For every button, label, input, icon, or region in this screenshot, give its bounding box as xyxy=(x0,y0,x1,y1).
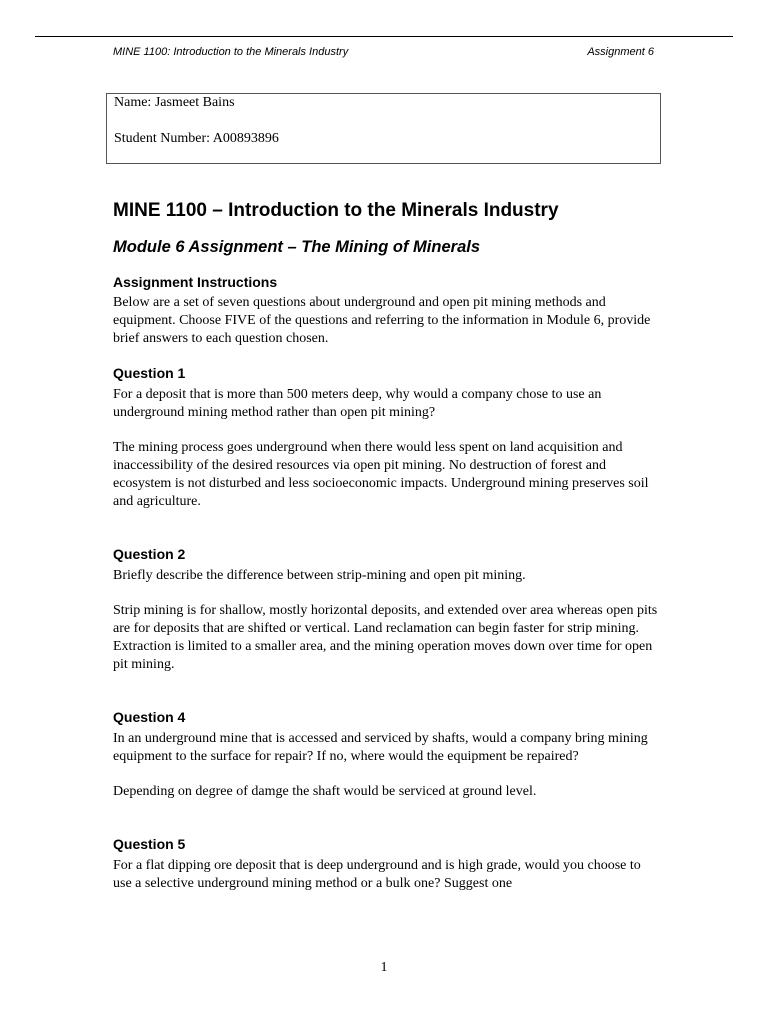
header-course-title: MINE 1100: Introduction to the Minerals Industry xyxy=(113,46,349,58)
question-1-heading: Question 1 xyxy=(113,365,186,381)
question-2-heading: Question 2 xyxy=(113,546,186,562)
question-2-text: Briefly describe the difference between strip-mining and open pit mining. xyxy=(113,568,526,583)
document-subtitle: Module 6 Assignment – The Mining of Minerals xyxy=(113,238,481,256)
document-body xyxy=(113,200,658,893)
question-1-text: For a deposit that is more than 500 meters deep, why would a company chose to use an underground mining method rather than open pit mining? xyxy=(113,387,602,420)
header-assignment: Assignment 6 xyxy=(587,46,654,58)
instructions-heading: Assignment Instructions xyxy=(113,274,278,290)
instructions-text: Below are a set of seven questions about underground and open pit mining methods and equipment. Choose FIVE of the questions and referring to the information in Module 6, provide brief answers to each question chosen. xyxy=(113,295,651,346)
question-4-heading: Question 4 xyxy=(113,709,186,725)
question-4-text: In an underground mine that is accessed and serviced by shafts, would a company bring mining equipment to the surface for repair? If no, where would the equipment be repaired? xyxy=(113,731,648,764)
document-title: MINE 1100 – Introduction to the Minerals Industry xyxy=(113,200,559,221)
student-number: Student Number: A00893896 xyxy=(114,131,279,146)
question-1-answer: The mining process goes underground when there would less spent on land acquisition and inaccessibility of the desired resources via open pit mining. No destruction of forest and ecosystem is not disturbed and less socioeconomic impacts. Underground mining preserves soil and agriculture. xyxy=(113,440,649,509)
student-info-box xyxy=(106,93,661,164)
question-2-answer: Strip mining is for shallow, mostly horizontal deposits, and extended over area whereas open pits are for deposits that are shifted or vertical. Land reclamation can begin faster for strip mining. Extraction is limited to a smaller area, and the mining operation moves down over time for open pit mining. xyxy=(113,603,658,672)
question-5-heading: Question 5 xyxy=(113,836,186,852)
header-rule xyxy=(35,36,733,37)
student-name: Name: Jasmeet Bains xyxy=(114,95,235,110)
question-4-answer: Depending on degree of damge the shaft would be serviced at ground level. xyxy=(113,784,537,799)
page-number: 1 xyxy=(380,960,388,975)
question-5-text: For a flat dipping ore deposit that is deep underground and is high grade, would you choose to use a selective underground mining method or a bulk one? Suggest one xyxy=(113,858,641,891)
